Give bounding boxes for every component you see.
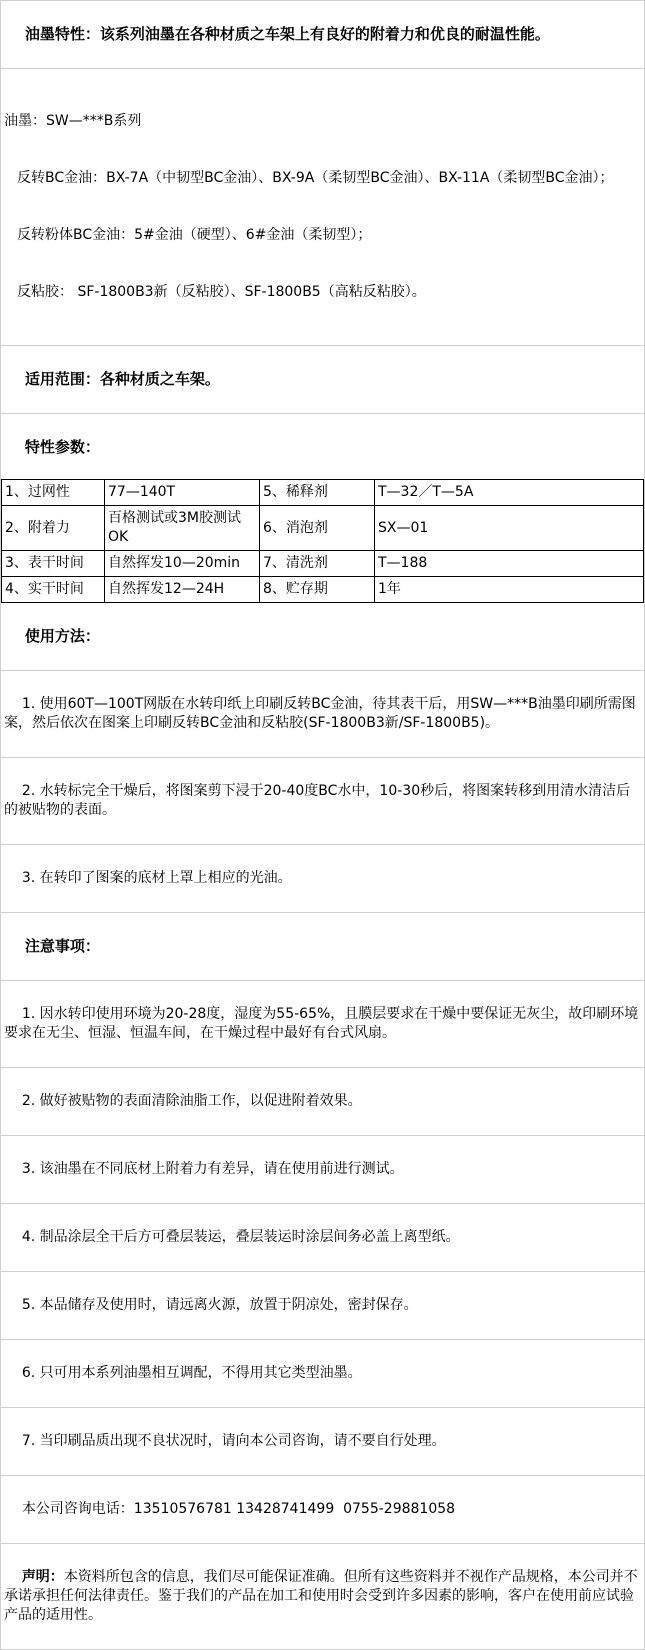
params-table <box>1 479 644 603</box>
ink-series-line-powder-gold: 反转粉体BC金油：5#金油（硬型）、6#金油（柔韧型）； <box>17 227 372 243</box>
ink-properties-text: 油墨特性：该系列油墨在各种材质之车架上有良好的附着力和优良的耐温性能。 <box>24 25 550 43</box>
section-ink-series <box>1 69 644 346</box>
note-text: 4. 制品涂层全干后方可叠层装运，叠层装运时涂层间务必盖上离型纸。 <box>21 1229 460 1245</box>
note-item-6 <box>1 1340 644 1408</box>
param-value-defoamer: SX—01 <box>375 506 644 551</box>
note-text: 3. 该油墨在不同底材上附着力有差异，请在使用前进行测试。 <box>21 1161 404 1177</box>
note-item-4 <box>1 1204 644 1272</box>
section-notes-title <box>1 913 644 981</box>
param-label-cleaner: 7、清洗剂 <box>260 551 375 577</box>
note-item-2 <box>1 1068 644 1136</box>
statement-label: 声明： <box>21 1569 64 1585</box>
params-table-row <box>2 577 644 603</box>
note-item-5 <box>1 1272 644 1340</box>
params-table-row <box>2 551 644 577</box>
contact-phone-text: 本公司咨询电话：13510576781 13428741499 0755-29881058 <box>21 1501 456 1517</box>
param-value-adhesion: 百格测试或3M胶测试OK <box>105 506 260 551</box>
param-value-mesh: 77—140T <box>105 480 260 506</box>
usage-step-text: 1. 使用60T—100T网版在水转印纸上印刷反转BC金油，待其表干后，用SW—***B油墨印刷所需图案，然后依次在图案上印刷反转BC金油和反粘胶(SF-1800B3新/SF-1800B5)。 <box>4 696 636 731</box>
param-label-adhesion: 2、附着力 <box>2 506 105 551</box>
note-text: 6. 只可用本系列油墨相互调配，不得用其它类型油墨。 <box>21 1365 362 1381</box>
note-text: 5. 本品储存及使用时，请远离火源，放置于阴凉处，密封保存。 <box>21 1297 418 1313</box>
scope-text: 适用范围：各种材质之车架。 <box>24 370 220 388</box>
param-value-thinner: T—32／T—5A <box>375 480 644 506</box>
ink-series-title: 油墨：SW—***B系列 <box>4 113 142 129</box>
note-item-7 <box>1 1408 644 1476</box>
usage-step-text: 2. 水转标完全干燥后，将图案剪下浸于20-40度BC水中，10-30秒后，将图案转移到用清水清洁后的被贴物的表面。 <box>4 783 631 818</box>
contact-phone-row <box>1 1476 644 1544</box>
param-label-defoamer: 6、消泡剂 <box>260 506 375 551</box>
params-table-row <box>2 506 644 551</box>
params-table-row <box>2 480 644 506</box>
note-item-1 <box>1 981 644 1068</box>
param-label-shelf-life: 8、贮存期 <box>260 577 375 603</box>
note-text: 7. 当印刷品质出现不良状况时，请向本公司咨询，请不要自行处理。 <box>21 1433 446 1449</box>
usage-title-text: 使用方法： <box>24 627 100 645</box>
params-title-text: 特性参数： <box>24 438 100 456</box>
param-value-full-dry: 自然挥发12—24H <box>105 577 260 603</box>
param-label-mesh: 1、过网性 <box>2 480 105 506</box>
param-value-surface-dry: 自然挥发10—20min <box>105 551 260 577</box>
note-text: 1. 因水转印使用环境为20-28度，湿度为55-65%，且膜层要求在干燥中要保证无灰尘，故印刷环境要求在无尘、恒湿、恒温车间，在干燥过程中最好有台式风扇。 <box>4 1006 639 1041</box>
section-scope <box>1 346 644 414</box>
section-ink-properties-header <box>1 1 644 69</box>
note-text: 2. 做好被贴物的表面清除油脂工作，以促进附着效果。 <box>21 1093 362 1109</box>
usage-step-2 <box>1 758 644 845</box>
param-label-full-dry: 4、实干时间 <box>2 577 105 603</box>
param-label-surface-dry: 3、表干时间 <box>2 551 105 577</box>
ink-series-line-adhesive: 反粘胶： SF-1800B3新（反粘胶）、SF-1800B5（高粘反粘胶）。 <box>17 284 426 300</box>
param-value-shelf-life: 1年 <box>375 577 644 603</box>
param-value-cleaner: T—188 <box>375 551 644 577</box>
section-usage-title <box>1 603 644 671</box>
usage-step-3 <box>1 845 644 913</box>
section-statement <box>1 1544 644 1649</box>
section-params-title <box>1 414 644 479</box>
statement-text: 本资料所包含的信息，我们尽可能保证准确。但所有这些资料并不视作产品规格，本公司并不承诺承担任何法律责任。鉴于我们的产品在加工和使用时会受到许多因素的影响，客户在使用前应试验产品的适用性。 <box>4 1569 638 1623</box>
usage-step-text: 3. 在转印了图案的底材上罩上相应的光油。 <box>21 870 292 886</box>
usage-step-1 <box>1 671 644 758</box>
ink-series-line-reversal-gold: 反转BC金油：BX-7A（中韧型BC金油）、BX-9A（柔韧型BC金油）、BX-11A（柔韧型BC金油）； <box>17 170 614 186</box>
note-item-3 <box>1 1136 644 1204</box>
notes-title-text: 注意事项： <box>24 937 100 955</box>
param-label-thinner: 5、稀释剂 <box>260 480 375 506</box>
